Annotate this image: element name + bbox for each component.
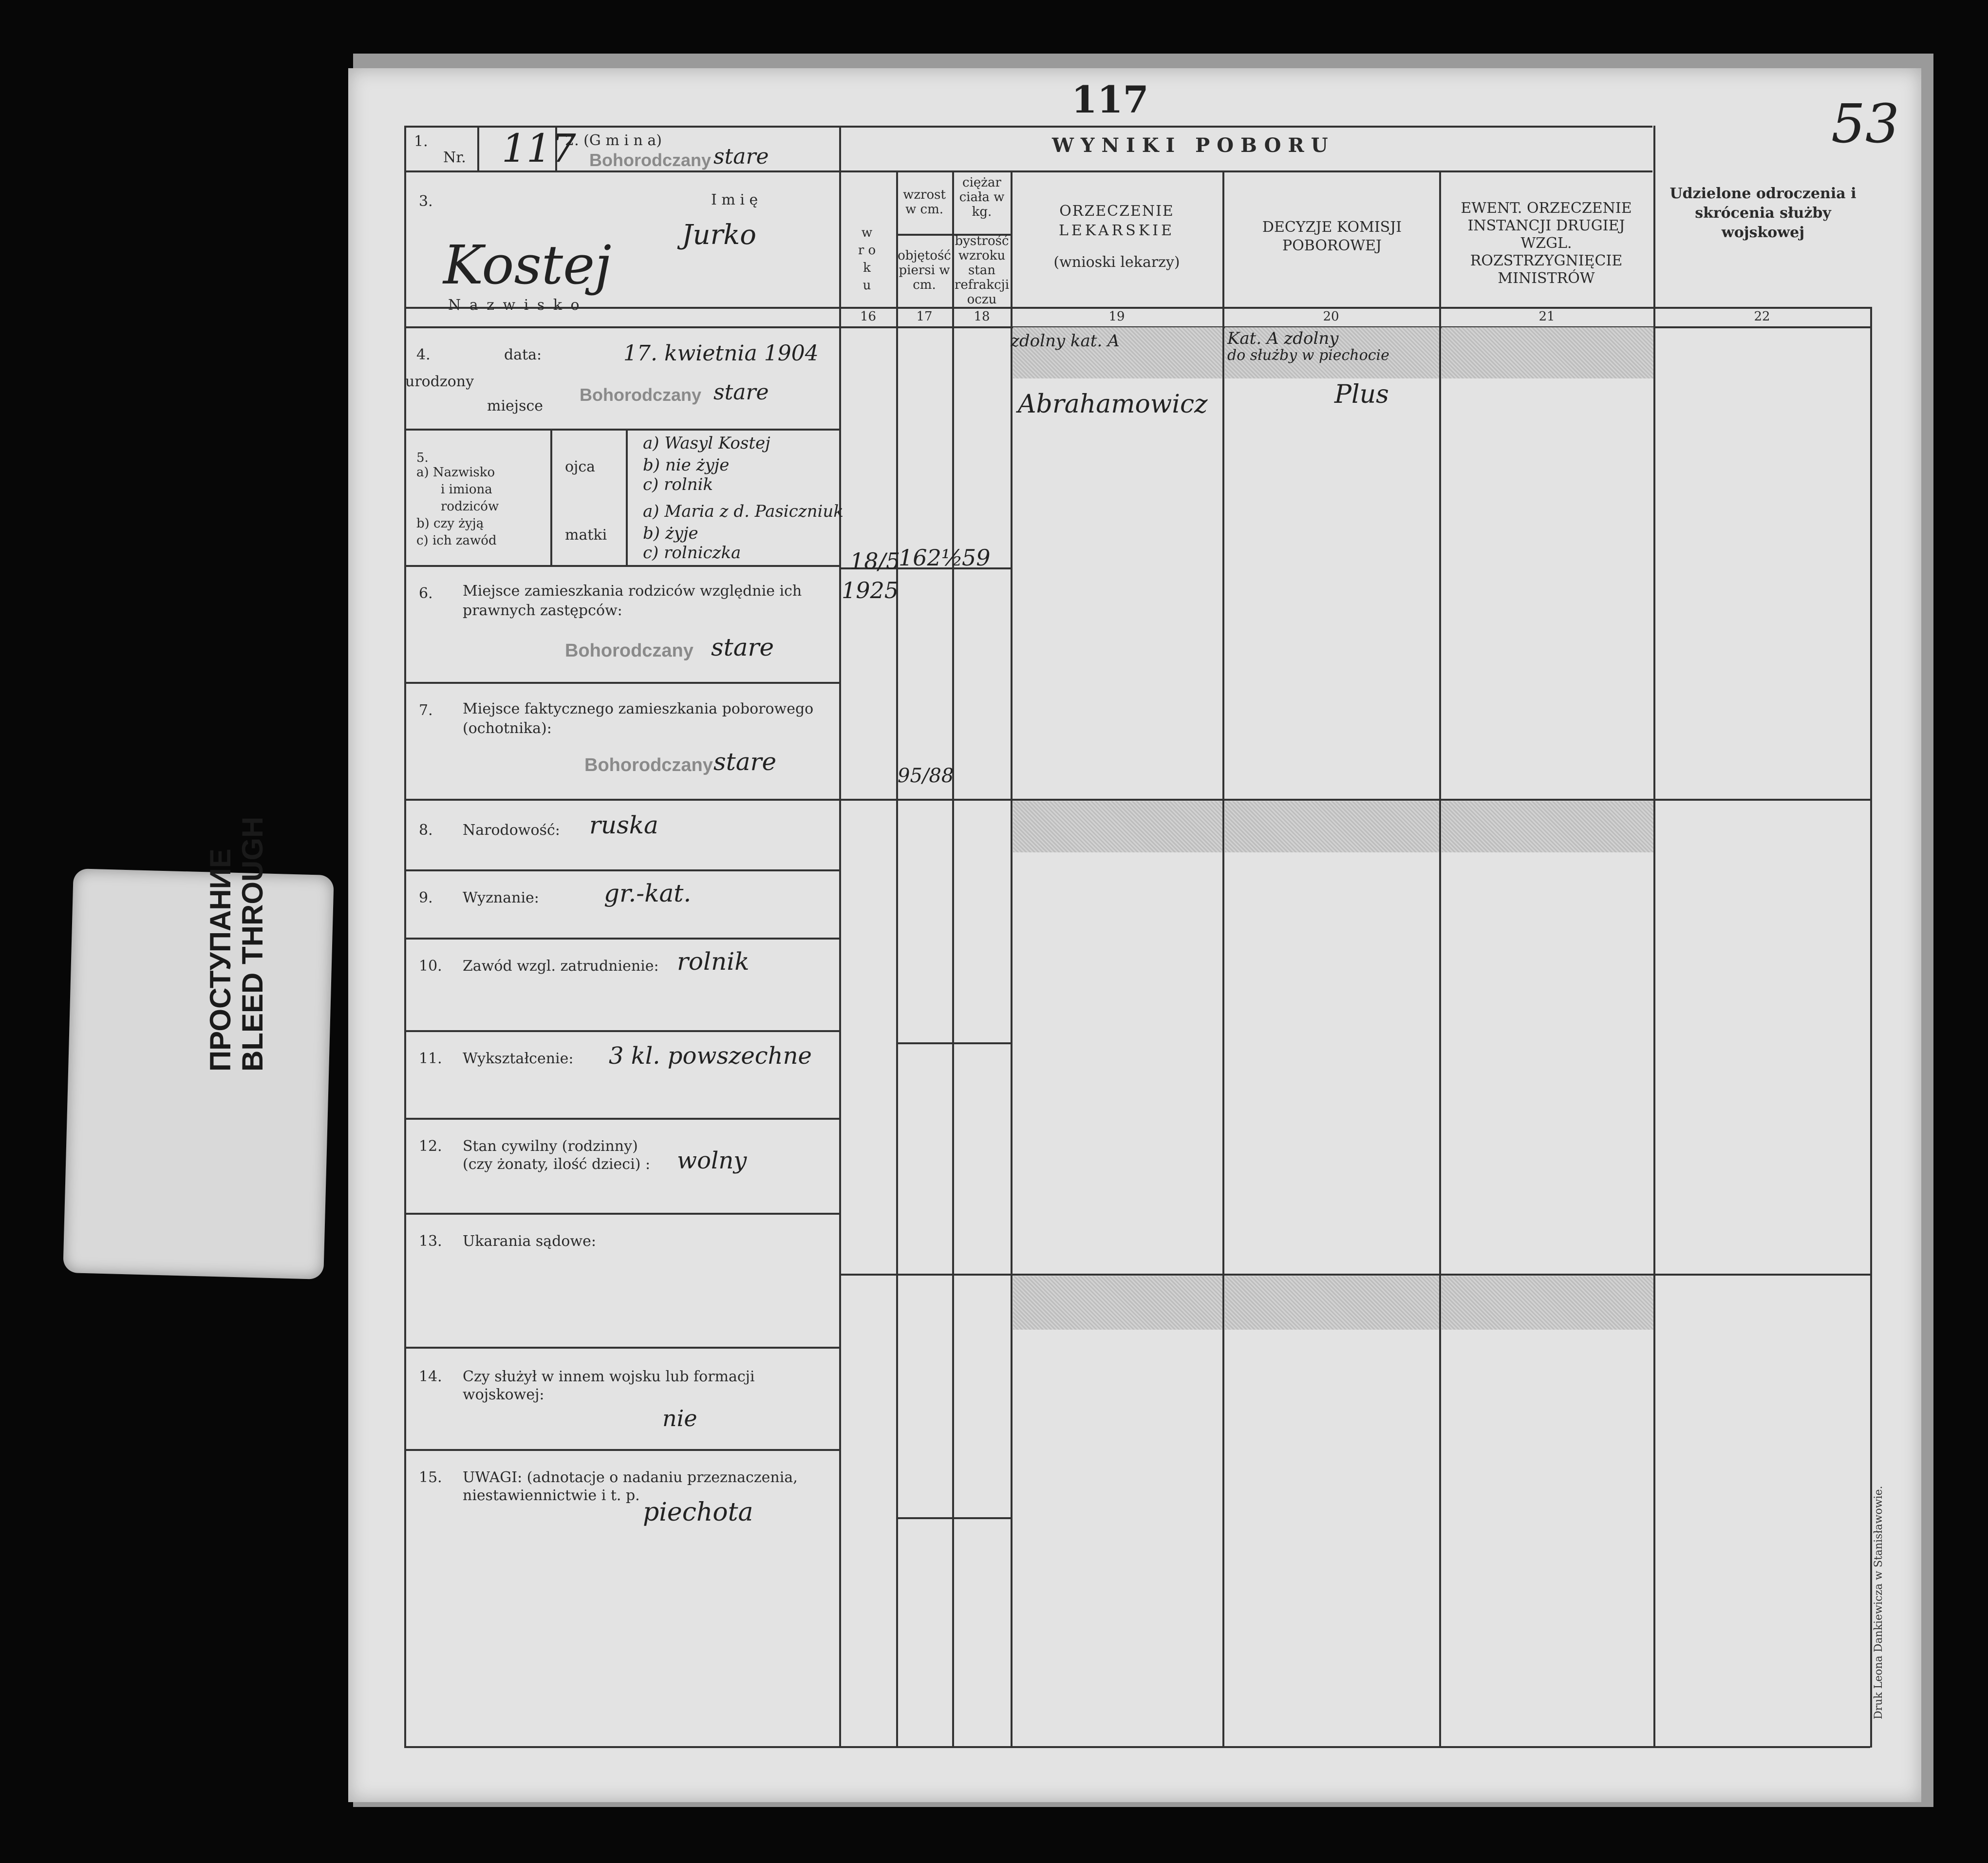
field-15-num: 15. [419,1469,442,1486]
col-16-header: w r o k u [858,226,876,293]
mother-occupation: c) rolniczka [643,543,741,563]
other-army-value: nie [662,1405,697,1431]
col-19-title-a: ORZECZENIE [1059,203,1174,220]
medical-signature: Abrahamowicz [1018,390,1208,419]
field-11-num: 11. [419,1050,442,1067]
corner-mark: 53 [1831,93,1899,155]
rule [1439,170,1441,1748]
commission-decision-2: do służby w piechocie [1227,347,1389,364]
rule [404,1347,839,1349]
field-9-num: 9. [419,889,433,906]
parents-label-a2: i imiona [441,482,492,497]
field-1-label: 1. [414,133,428,150]
field-7-label-2: (ochotnika): [463,720,552,737]
father-alive: b) nie żyje [643,455,730,475]
rule [839,1274,1870,1276]
field-7-label-1: Miejsce faktycznego zamieszkania poborowego [463,700,814,717]
rule [404,869,839,871]
civil-status-label-2: (czy żonaty, ilość dzieci) : [463,1156,651,1173]
parents-residence-value: stare [711,633,774,661]
rule [404,126,839,128]
actual-residence-stamp: Bohorodczany [584,755,713,775]
parents-label-b: b) czy żyją [416,516,484,531]
col-21-number: 21 [1538,309,1555,324]
col-19-note: (wnioski lekarzy) [1053,254,1180,271]
col-20-number: 20 [1323,309,1339,324]
col-17-top: wzrost w cm. [903,188,946,217]
rule [404,938,839,940]
rule [952,170,954,1748]
father-label: ojca [565,458,596,475]
shaded-cell [1442,801,1653,852]
rule [404,170,839,172]
birth-place-label: miejsce [487,397,544,414]
height-value: 162½ [899,545,963,571]
civil-status-value: wolny [677,1147,747,1174]
field-10-num: 10. [419,958,442,975]
rule [477,126,479,170]
rule [404,565,839,567]
birth-place-stamp: Bohorodczany [580,385,702,405]
rule [1222,170,1224,1748]
parents-label-a3: rodziców [441,499,499,514]
rule [404,307,1870,309]
parents-label-c: c) ich zawód [416,533,497,548]
col-21-header: EWENT. ORZECZENIE INSTANCJI DRUGIEJ WZGL. ROZSTRZYGNIĘCIE MINISTRÓW [1461,200,1632,287]
birth-place-value: stare [713,380,769,405]
field-8-num: 8. [419,822,433,839]
col-22-number: 22 [1754,309,1770,324]
exam-date: 18/5 [850,548,900,574]
field-6-label-1: Miejsce zamieszkania rodziców względnie ich [463,583,802,600]
remarks-value: piechota [643,1498,753,1527]
rule [1653,126,1655,1748]
religion-label: Wyznanie: [463,889,539,906]
col-18-top: ciężar ciała w kg. [959,175,1005,219]
gmina-stamp: Bohorodczany [589,150,712,170]
mother-alive: b) żyje [643,524,698,543]
rule [404,1213,839,1215]
nationality-label: Narodowość: [463,822,560,839]
occupation-value: rolnik [677,947,750,976]
father-occupation: c) rolnik [643,475,713,494]
field-13-num: 13. [419,1233,442,1250]
results-title: WYNIKI POBORU [1052,134,1335,157]
parents-label-a: a) Nazwisko [416,465,495,480]
col-19-number: 19 [1108,309,1125,324]
occupation-label: Zawód wzgl. zatrudnienie: [463,958,659,975]
chest-value: 95/88 [898,765,954,787]
birth-date-label: data: [504,346,542,363]
field-3-label: 3. [419,193,433,210]
stub-line-2: BLEED THROUGH [236,816,269,1072]
rule [550,429,552,565]
imie-label: I m i ę [711,191,758,208]
remarks-label-1: UWAGI: (adnotacje o nadaniu przeznaczenia, [463,1469,798,1486]
rule [404,682,839,684]
nazwisko-label: N a z w i s k o [448,297,581,314]
col-17-bottom: objętość piersi w cm. [898,248,951,292]
rule [1011,170,1013,1748]
shaded-cell [1442,1276,1653,1330]
col-20-header: DECYZJE KOMISJI POBOROWEJ [1262,219,1402,254]
birth-date-value: 17. kwietnia 1904 [623,341,819,366]
father-name: a) Wasyl Kostej [643,433,770,453]
shaded-cell [1013,801,1222,852]
nr-label: Nr. [443,149,466,166]
mother-label: matki [565,527,607,544]
rule [404,429,839,431]
medical-decision: zdolny kat. A [1011,331,1120,351]
rule [1870,307,1872,1748]
rule [404,1746,1870,1748]
rule [839,126,841,1748]
born-label: urodzony [405,373,474,390]
civil-status-label-1: Stan cywilny (rodzinny) [463,1138,638,1155]
rule [404,1030,839,1032]
nationality-value: ruska [589,811,658,839]
col-18-bottom: bystrość wzroku stan refrakcji oczu [954,234,1010,307]
parents-residence-stamp: Bohorodczany [565,640,694,661]
gmina-label: 2. (G m i n a) [565,132,662,149]
religion-value: gr.-kat. [604,879,692,907]
exam-year: 1925 [842,577,899,603]
rule [404,1449,839,1451]
rule [404,1118,839,1120]
other-army-label-2: wojskowej: [463,1386,544,1403]
gmina-value: stare [713,144,769,169]
printer-imprint: Druk Leona Dankiewicza w Stanisławowie. [1873,1486,1885,1719]
bleed-through-label [205,817,269,1072]
field-12-num: 12. [419,1138,442,1155]
remarks-label-2: niestawiennictwie i t. p. [463,1487,640,1504]
rule [896,170,898,1748]
shaded-cell [1013,1276,1222,1330]
rule [839,126,1652,128]
actual-residence-value: stare [713,748,777,776]
shaded-cell [1442,327,1653,378]
nr-value: 117 [502,126,576,171]
col-22-header: Udzielone odroczenia i skrócenia służby wojskowej [1669,185,1857,241]
commission-signature: Plus [1334,380,1389,409]
rule [404,126,406,1748]
shaded-cell [1225,801,1439,852]
col-18-number: 18 [974,309,990,324]
shaded-cell [1225,1276,1439,1330]
stub-line-1: ПРОСТУПАНИЕ [204,848,237,1072]
col-19-title-b: LEKARSKIE [1059,222,1175,239]
nazwisko-value: Kostej [443,234,612,296]
col-16-number: 16 [860,309,877,324]
mother-name: a) Maria z d. Pasiczniuk [643,502,844,521]
weight-value: 59 [962,545,991,571]
field-6-num: 6. [419,585,433,602]
education-label: Wykształcenie: [463,1050,574,1067]
education-value: 3 kl. powszechne [609,1042,812,1070]
page-number: 117 [1071,78,1149,121]
court-sentences-label: Ukarania sądowe: [463,1233,596,1250]
rule [626,429,628,565]
field-5-num: 5. [416,451,429,465]
field-7-num: 7. [419,702,433,719]
col-17-number: 17 [916,309,933,324]
commission-decision-1: Kat. A zdolny [1227,329,1339,348]
field-6-label-2: prawnych zastępców: [463,602,622,619]
imie-value: Jurko [682,219,756,251]
rule [839,170,1652,172]
bleed-through-card [63,868,334,1280]
field-4-num: 4. [416,346,431,363]
other-army-label-1: Czy służył w innem wojsku lub formacji [463,1368,755,1385]
field-14-num: 14. [419,1368,442,1385]
rule [404,799,1870,801]
